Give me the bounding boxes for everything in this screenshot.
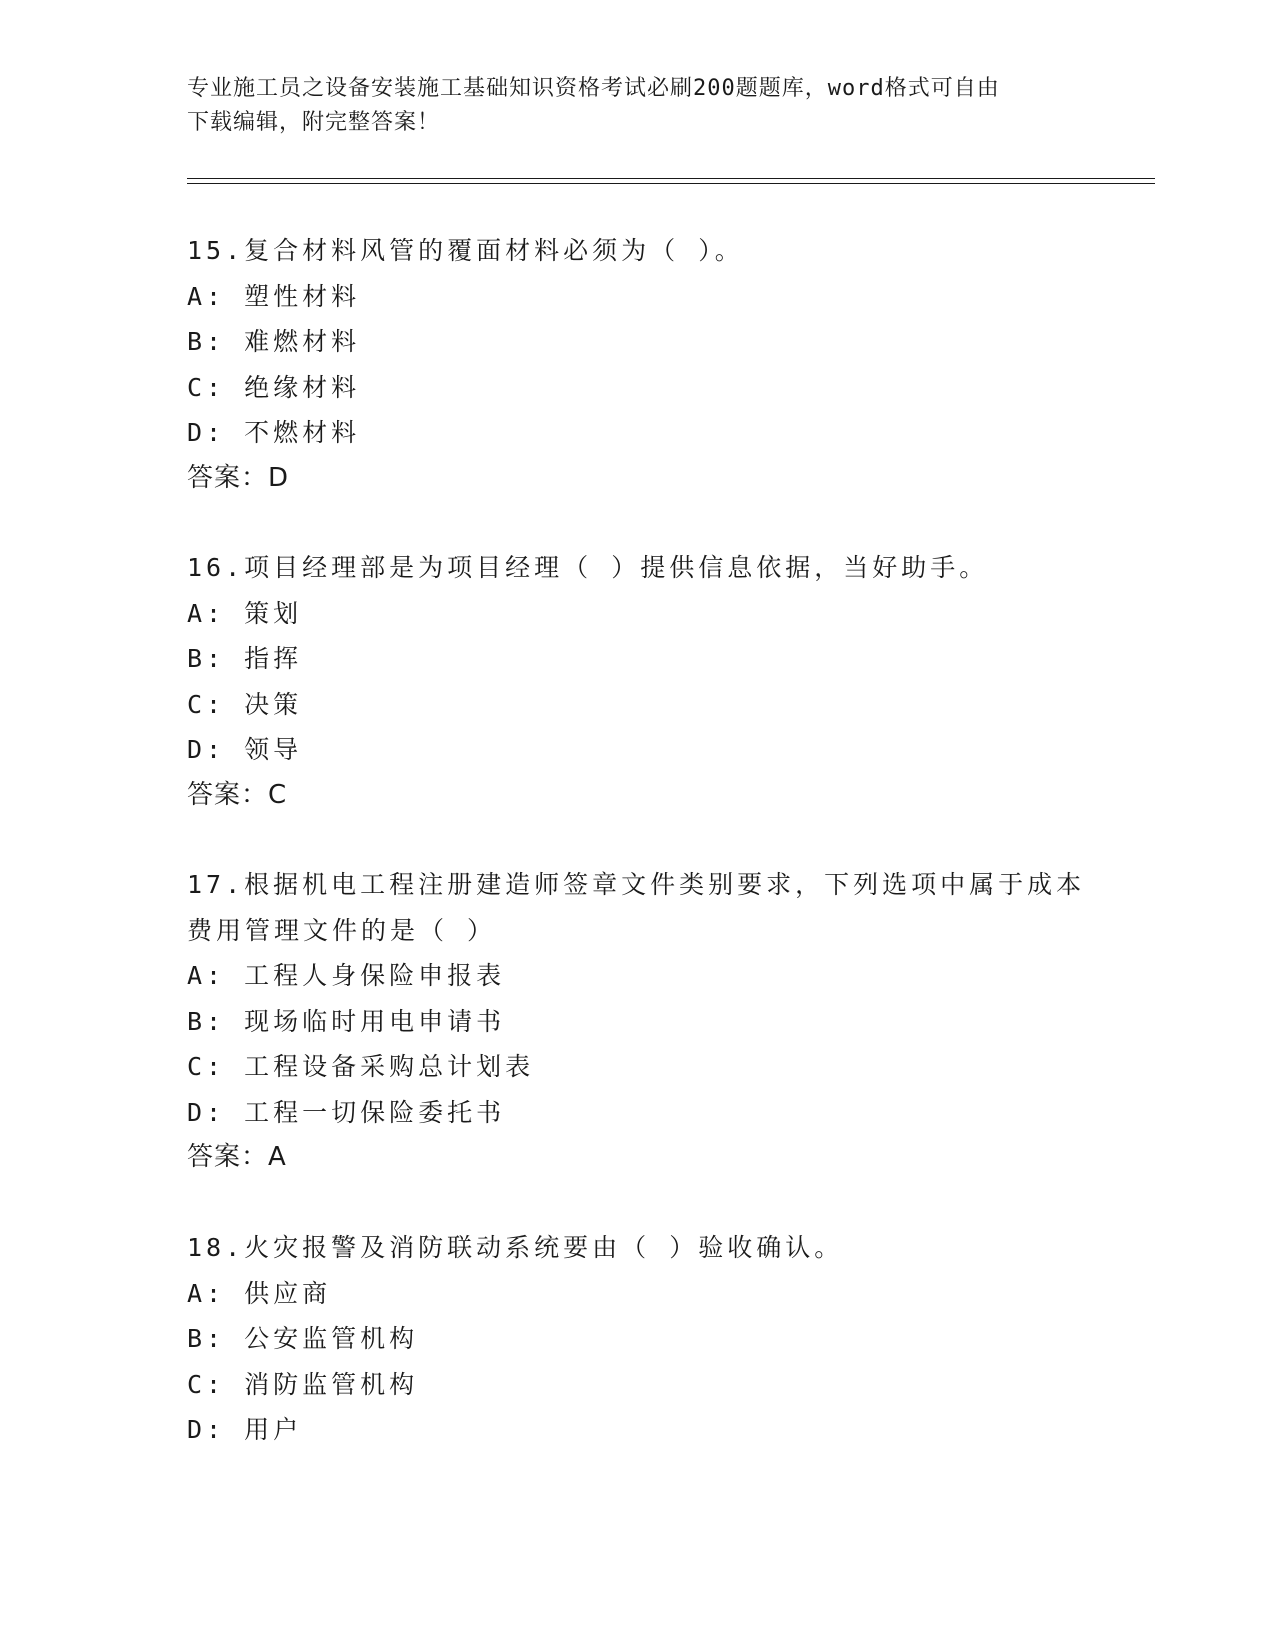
- answer: 答案：A: [187, 1142, 287, 1172]
- option-b: B: 难燃材料: [187, 327, 361, 356]
- question-text-line-2: 费用管理文件的是（ ）: [187, 915, 497, 945]
- question-text: 16.项目经理部是为项目经理（ ）提供信息依据，当好助手。: [187, 553, 989, 582]
- option-a: A: 塑性材料: [187, 281, 361, 311]
- option-a: A: 供应商: [187, 1278, 332, 1308]
- answer: 答案：D: [187, 462, 290, 493]
- question-text-line-1: 17.根据机电工程注册建造师签章文件类别要求，下列选项中属于成本: [187, 870, 1086, 899]
- option-c: C: 工程设备采购总计划表: [187, 1052, 535, 1081]
- option-d: D: 工程一切保险委托书: [187, 1097, 506, 1127]
- header-divider-bottom: [187, 183, 1155, 184]
- option-b: B: 现场临时用电申请书: [187, 1006, 506, 1036]
- question-16: [187, 545, 1087, 818]
- question-15: [187, 228, 1087, 501]
- option-d: D: 不燃材料: [187, 418, 361, 447]
- option-c: C: 消防监管机构: [187, 1369, 419, 1399]
- option-d: D: 领导: [187, 735, 303, 764]
- header-title-line-1: 专业施工员之设备安装施工基础知识资格考试必刷200题题库，word格式可自由: [187, 76, 1000, 101]
- option-a: A: 工程人身保险申报表: [187, 961, 506, 990]
- question-18: [187, 1225, 1087, 1453]
- option-a: A: 策划: [187, 598, 303, 628]
- question-17: [187, 862, 1087, 1181]
- question-text: 18.火灾报警及消防联动系统要由（ ）验收确认。: [187, 1233, 844, 1262]
- header-divider-top: [187, 178, 1155, 179]
- answer: 答案：C: [187, 779, 288, 810]
- option-d: D: 用户: [187, 1415, 303, 1444]
- option-c: C: 绝缘材料: [187, 372, 361, 402]
- option-b: B: 指挥: [187, 644, 303, 673]
- header-title-line-2: 下载编辑，附完整答案！: [187, 110, 441, 135]
- question-text: 15.复合材料风管的覆面材料必须为（ ）。: [187, 236, 744, 265]
- option-c: C: 决策: [187, 689, 303, 719]
- document-header: [187, 72, 1067, 140]
- option-b: B: 公安监管机构: [187, 1324, 419, 1353]
